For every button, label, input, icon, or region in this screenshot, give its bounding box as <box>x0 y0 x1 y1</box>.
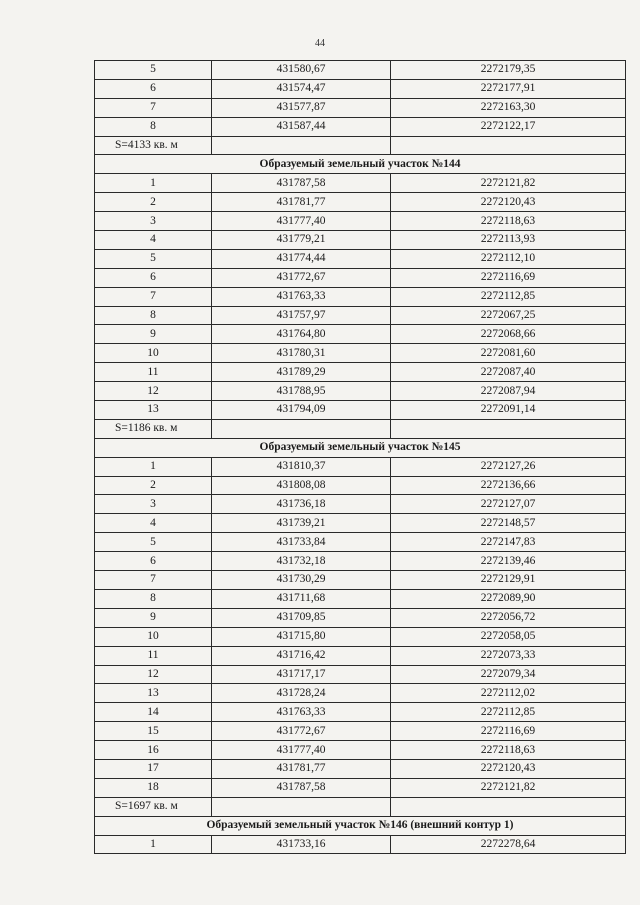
y-coordinate-cell: 2272087,94 <box>391 382 626 401</box>
y-coordinate-cell: 2272118,63 <box>391 212 626 231</box>
table-row <box>95 835 626 854</box>
area-label: S=4133 кв. м <box>95 136 212 155</box>
point-number-cell: 5 <box>95 533 212 552</box>
point-number-cell: 13 <box>95 401 212 420</box>
point-number-cell: 5 <box>95 61 212 80</box>
section-title: Образуемый земельный участок №146 (внешний контур 1) <box>95 816 626 835</box>
x-coordinate-cell: 431736,18 <box>212 495 391 514</box>
x-coordinate-cell: 431787,58 <box>212 174 391 193</box>
x-coordinate-cell: 431808,08 <box>212 476 391 495</box>
table-row <box>95 287 626 306</box>
y-coordinate-cell: 2272112,85 <box>391 703 626 722</box>
point-number-cell: 2 <box>95 476 212 495</box>
point-number-cell: 17 <box>95 759 212 778</box>
area-row <box>95 136 626 155</box>
y-coordinate-cell: 2272116,69 <box>391 722 626 741</box>
table-row <box>95 608 626 627</box>
table-row <box>95 778 626 797</box>
x-coordinate-cell: 431577,87 <box>212 98 391 117</box>
y-coordinate-cell: 2272120,43 <box>391 193 626 212</box>
page-number: 44 <box>315 38 325 49</box>
x-coordinate-cell: 431772,67 <box>212 268 391 287</box>
point-number-cell: 4 <box>95 231 212 250</box>
x-coordinate-cell: 431711,68 <box>212 589 391 608</box>
y-coordinate-cell: 2272122,17 <box>391 117 626 136</box>
y-coordinate-cell: 2272139,46 <box>391 552 626 571</box>
y-coordinate-cell: 2272136,66 <box>391 476 626 495</box>
table-row <box>95 571 626 590</box>
table-row <box>95 344 626 363</box>
table-row <box>95 231 626 250</box>
point-number-cell: 9 <box>95 325 212 344</box>
table-row <box>95 476 626 495</box>
y-coordinate-cell: 2272058,05 <box>391 627 626 646</box>
table-row <box>95 722 626 741</box>
point-number-cell: 10 <box>95 344 212 363</box>
table-row <box>95 627 626 646</box>
table-row <box>95 325 626 344</box>
x-coordinate-cell: 431717,17 <box>212 665 391 684</box>
x-coordinate-cell: 431587,44 <box>212 117 391 136</box>
area-row <box>95 419 626 438</box>
point-number-cell: 6 <box>95 552 212 571</box>
point-number-cell: 9 <box>95 608 212 627</box>
x-coordinate-cell: 431764,80 <box>212 325 391 344</box>
x-coordinate-cell: 431774,44 <box>212 249 391 268</box>
point-number-cell: 3 <box>95 212 212 231</box>
point-number-cell: 7 <box>95 98 212 117</box>
y-coordinate-cell: 2272127,26 <box>391 457 626 476</box>
empty-cell <box>391 797 626 816</box>
x-coordinate-cell: 431733,16 <box>212 835 391 854</box>
coordinates-table-body <box>95 61 626 854</box>
point-number-cell: 1 <box>95 835 212 854</box>
x-coordinate-cell: 431777,40 <box>212 212 391 231</box>
y-coordinate-cell: 2272121,82 <box>391 174 626 193</box>
empty-cell <box>212 419 391 438</box>
point-number-cell: 12 <box>95 665 212 684</box>
table-row <box>95 193 626 212</box>
table-row <box>95 741 626 760</box>
x-coordinate-cell: 431757,97 <box>212 306 391 325</box>
table-row <box>95 495 626 514</box>
point-number-cell: 14 <box>95 703 212 722</box>
point-number-cell: 8 <box>95 589 212 608</box>
x-coordinate-cell: 431732,18 <box>212 552 391 571</box>
section-header-row <box>95 155 626 174</box>
y-coordinate-cell: 2272121,82 <box>391 778 626 797</box>
point-number-cell: 13 <box>95 684 212 703</box>
table-row <box>95 363 626 382</box>
x-coordinate-cell: 431781,77 <box>212 759 391 778</box>
x-coordinate-cell: 431763,33 <box>212 703 391 722</box>
area-label: S=1697 кв. м <box>95 797 212 816</box>
table-row <box>95 533 626 552</box>
table-row <box>95 174 626 193</box>
x-coordinate-cell: 431787,58 <box>212 778 391 797</box>
y-coordinate-cell: 2272112,10 <box>391 249 626 268</box>
table-row <box>95 457 626 476</box>
x-coordinate-cell: 431763,33 <box>212 287 391 306</box>
table-row <box>95 212 626 231</box>
table-row <box>95 79 626 98</box>
point-number-cell: 11 <box>95 646 212 665</box>
empty-cell <box>212 136 391 155</box>
point-number-cell: 8 <box>95 117 212 136</box>
table-row <box>95 552 626 571</box>
x-coordinate-cell: 431772,67 <box>212 722 391 741</box>
section-title: Образуемый земельный участок №144 <box>95 155 626 174</box>
point-number-cell: 18 <box>95 778 212 797</box>
section-header-row <box>95 816 626 835</box>
y-coordinate-cell: 2272118,63 <box>391 741 626 760</box>
x-coordinate-cell: 431779,21 <box>212 231 391 250</box>
table-row <box>95 665 626 684</box>
table-row <box>95 759 626 778</box>
y-coordinate-cell: 2272073,33 <box>391 646 626 665</box>
point-number-cell: 6 <box>95 79 212 98</box>
empty-cell <box>391 136 626 155</box>
point-number-cell: 6 <box>95 268 212 287</box>
point-number-cell: 7 <box>95 571 212 590</box>
table-row <box>95 249 626 268</box>
table-row <box>95 684 626 703</box>
y-coordinate-cell: 2272091,14 <box>391 401 626 420</box>
y-coordinate-cell: 2272147,83 <box>391 533 626 552</box>
table-row <box>95 646 626 665</box>
area-row <box>95 797 626 816</box>
x-coordinate-cell: 431777,40 <box>212 741 391 760</box>
point-number-cell: 12 <box>95 382 212 401</box>
table-row <box>95 98 626 117</box>
table-row <box>95 117 626 136</box>
point-number-cell: 15 <box>95 722 212 741</box>
x-coordinate-cell: 431574,47 <box>212 79 391 98</box>
table-row <box>95 514 626 533</box>
point-number-cell: 3 <box>95 495 212 514</box>
x-coordinate-cell: 431716,42 <box>212 646 391 665</box>
x-coordinate-cell: 431728,24 <box>212 684 391 703</box>
coordinates-table <box>94 60 626 854</box>
y-coordinate-cell: 2272079,34 <box>391 665 626 684</box>
y-coordinate-cell: 2272278,64 <box>391 835 626 854</box>
y-coordinate-cell: 2272113,93 <box>391 231 626 250</box>
table-row <box>95 268 626 287</box>
x-coordinate-cell: 431789,29 <box>212 363 391 382</box>
x-coordinate-cell: 431781,77 <box>212 193 391 212</box>
x-coordinate-cell: 431733,84 <box>212 533 391 552</box>
point-number-cell: 1 <box>95 174 212 193</box>
y-coordinate-cell: 2272163,30 <box>391 98 626 117</box>
x-coordinate-cell: 431788,95 <box>212 382 391 401</box>
y-coordinate-cell: 2272129,91 <box>391 571 626 590</box>
y-coordinate-cell: 2272177,91 <box>391 79 626 98</box>
y-coordinate-cell: 2272120,43 <box>391 759 626 778</box>
x-coordinate-cell: 431780,31 <box>212 344 391 363</box>
point-number-cell: 16 <box>95 741 212 760</box>
point-number-cell: 10 <box>95 627 212 646</box>
point-number-cell: 1 <box>95 457 212 476</box>
point-number-cell: 11 <box>95 363 212 382</box>
point-number-cell: 7 <box>95 287 212 306</box>
point-number-cell: 4 <box>95 514 212 533</box>
x-coordinate-cell: 431715,80 <box>212 627 391 646</box>
area-label: S=1186 кв. м <box>95 419 212 438</box>
x-coordinate-cell: 431739,21 <box>212 514 391 533</box>
y-coordinate-cell: 2272116,69 <box>391 268 626 287</box>
x-coordinate-cell: 431730,29 <box>212 571 391 590</box>
x-coordinate-cell: 431580,67 <box>212 61 391 80</box>
table-row <box>95 382 626 401</box>
y-coordinate-cell: 2272087,40 <box>391 363 626 382</box>
section-header-row <box>95 438 626 457</box>
point-number-cell: 5 <box>95 249 212 268</box>
y-coordinate-cell: 2272056,72 <box>391 608 626 627</box>
table-row <box>95 306 626 325</box>
x-coordinate-cell: 431810,37 <box>212 457 391 476</box>
section-title: Образуемый земельный участок №145 <box>95 438 626 457</box>
empty-cell <box>391 419 626 438</box>
y-coordinate-cell: 2272127,07 <box>391 495 626 514</box>
y-coordinate-cell: 2272067,25 <box>391 306 626 325</box>
table-row <box>95 703 626 722</box>
point-number-cell: 2 <box>95 193 212 212</box>
y-coordinate-cell: 2272112,02 <box>391 684 626 703</box>
table-row <box>95 401 626 420</box>
y-coordinate-cell: 2272112,85 <box>391 287 626 306</box>
y-coordinate-cell: 2272179,35 <box>391 61 626 80</box>
empty-cell <box>212 797 391 816</box>
point-number-cell: 8 <box>95 306 212 325</box>
y-coordinate-cell: 2272081,60 <box>391 344 626 363</box>
table-row <box>95 589 626 608</box>
y-coordinate-cell: 2272148,57 <box>391 514 626 533</box>
y-coordinate-cell: 2272068,66 <box>391 325 626 344</box>
y-coordinate-cell: 2272089,90 <box>391 589 626 608</box>
x-coordinate-cell: 431709,85 <box>212 608 391 627</box>
table-row <box>95 61 626 80</box>
x-coordinate-cell: 431794,09 <box>212 401 391 420</box>
